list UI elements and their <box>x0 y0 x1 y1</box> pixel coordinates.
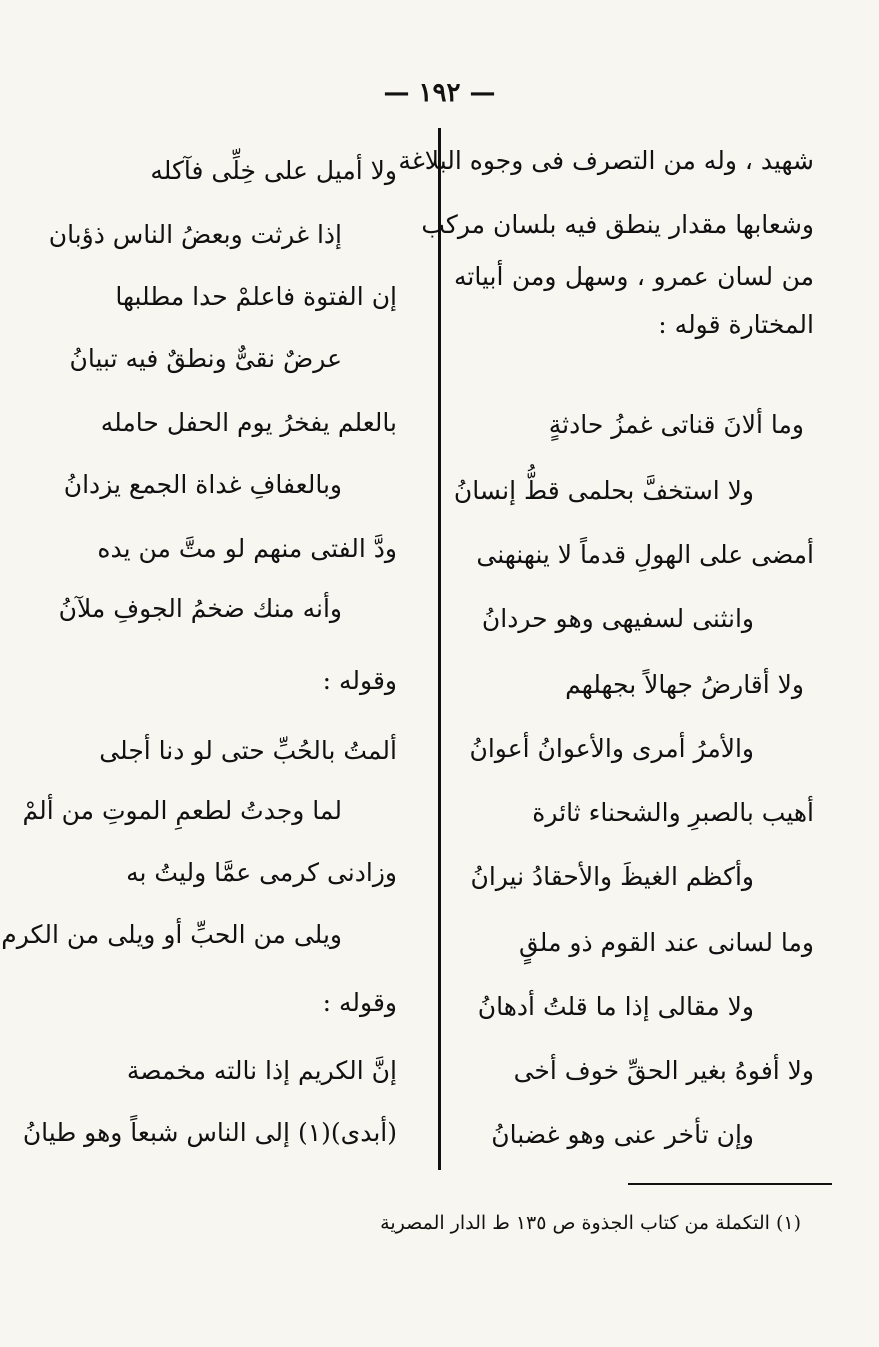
verse-line: وما لسانى عند القوم ذو ملقٍ <box>518 928 814 957</box>
verse-line: وزادنى كرمى عمَّا وليتُ به <box>126 858 397 887</box>
verse-line: ويلى من الحبِّ أو ويلى من الكرم <box>1 920 342 949</box>
page-number: — ١٩٢ — <box>383 78 496 108</box>
verse-line: ولا أفوهُ بغير الحقِّ خوف أخى <box>513 1056 814 1085</box>
verse-line: وبالعفافِ غداة الجمع يزدانُ <box>63 470 342 499</box>
verse-line: إنَّ الكريم إذا نالته مخمصة <box>126 1056 397 1085</box>
prose-line: من لسان عمرو ، وسهل ومن أبياته <box>454 262 814 291</box>
verse-intro: وقوله : <box>322 666 397 695</box>
verse-line: وأكظم الغيظَ والأحقادُ نيرانُ <box>470 862 754 891</box>
verse-line: ولا أقارضُ جهالاً بجهلهم <box>565 670 804 699</box>
prose-line: المختارة قوله : <box>658 310 814 339</box>
column-divider <box>438 128 441 1170</box>
footnote: (١) التكملة من كتاب الجذوة ص ١٣٥ ط الدار المصرية <box>380 1212 801 1234</box>
verse-line: وأنه منك ضخمُ الجوفِ ملآنُ <box>58 594 342 623</box>
verse-line: ولا أميل على خِلِّى فآكله <box>150 156 397 185</box>
verse-line: (أبدى)(١) إلى الناس شبعاً وهو طيانُ <box>22 1118 397 1147</box>
verse-line: وما ألانَ قناتى غمزُ حادثةٍ <box>548 410 804 439</box>
verse-line: ولا استخفَّ بحلمى قطُّ إنسانُ <box>453 476 754 505</box>
verse-line: عرضٌ نقىٌّ ونطقٌ فيه تبيانُ <box>69 344 342 373</box>
verse-line: وانثنى لسفيهى وهو حردانُ <box>481 604 754 633</box>
verse-line: وإن تأخر عنى وهو غضبانُ <box>491 1120 754 1149</box>
prose-line: وشعابها مقدار ينطق فيه بلسان مركب <box>421 210 814 239</box>
verse-line: ألمتُ بالحُبِّ حتى لو دنا أجلى <box>99 736 397 765</box>
verse-line: بالعلم يفخرُ يوم الحفل حامله <box>100 408 397 437</box>
verse-line: إن الفتوة فاعلمْ حدا مطلبها <box>115 282 397 311</box>
verse-line: أهيب بالصبرِ والشحناء ثائرة <box>532 798 814 827</box>
verse-line: والأمرُ أمرى والأعوانُ أعوانُ <box>469 734 754 763</box>
prose-line: شهيد ، وله من التصرف فى وجوه البلاغة <box>398 146 814 175</box>
verse-line: لما وجدتُ لطعمِ الموتِ من ألمْ <box>22 796 342 825</box>
verse-line: إذا غرثت وبعضُ الناس ذؤبان <box>48 220 342 249</box>
footnote-rule <box>628 1183 832 1185</box>
verse-line: أمضى على الهولِ قدماً لا ينهنهنى <box>476 540 814 569</box>
verse-line: ولا مقالى إذا ما قلتُ أدهانُ <box>477 992 754 1021</box>
verse-line: ودَّ الفتى منهم لو متَّ من يده <box>97 534 397 563</box>
verse-intro: وقوله : <box>322 988 397 1017</box>
